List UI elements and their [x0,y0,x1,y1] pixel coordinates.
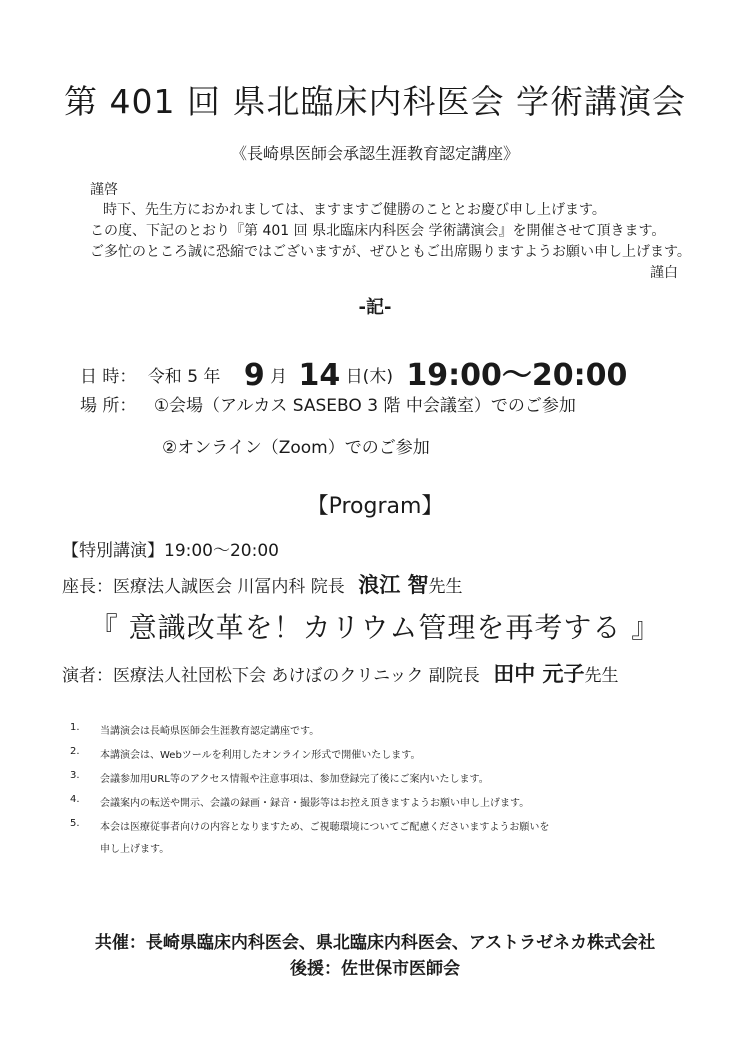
place-label: 場 所： [80,396,137,416]
ki-heading: -記- [358,297,392,318]
note-number: 5. [70,818,80,829]
speaker-affiliation: 演者：医療法人社団松下会 あけぼのクリニック 副院長 [62,666,480,686]
speaker-name: 田中 元子 [493,662,585,686]
lecture-title: 『 意識改革を！カリウム管理を再考する 』 [89,611,661,644]
page-title: 第 401 回 県北臨床内科医会 学術講演会 [64,82,686,121]
chair-name: 浪江 智 [358,573,429,597]
chair-affiliation: 座長：医療法人誠医会 川冨内科 院長 [62,577,345,597]
chair-row [62,569,463,599]
date-era: 令和 5 年 [147,367,221,387]
note-text: 当講演会は長崎県医師会生涯教育認定講座です。 [100,726,320,737]
note-number: 3. [70,770,80,781]
letter-closing: 謹白 [650,265,678,281]
date-day-unit: 日(木) [345,367,393,387]
date-time: 19:00～20:00 [406,358,628,393]
place-row [80,391,576,416]
note-text: 会議案内の転送や開示、会議の録画・録音・撮影等はお控え頂きますようお願い申し上げます。 [100,798,530,809]
note-text: 会議参加用URL等のアクセス情報や注意事項は、参加登録完了後にご案内いたします。 [100,774,489,785]
chair-suffix: 先生 [428,577,463,597]
place-venue: ①会場（アルカス SASEBO 3 階 中会議室）でのご参加 [153,396,576,416]
date-month-unit: 月 [270,367,288,387]
speaker-suffix: 先生 [584,666,619,686]
date-month-num: 9 [243,358,265,393]
note-number: 4. [70,794,80,805]
program-heading: 【Program】 [306,494,444,519]
notes-list [70,722,630,855]
date-label: 日 時： [80,367,137,387]
letter-line-1: 時下、先生方におかれましては、ますますご健勝のこととお慶び申し上げます。 [103,202,606,218]
special-lecture-time: 【特別講演】19:00～20:00 [62,541,279,561]
letter-line-2: この度、下記のとおり『第 401 回 県北臨床内科医会 学術講演会』を開催させて頂きます。 [90,223,666,239]
speaker-row [62,658,619,688]
letter-opening: 謹啓 [90,182,118,198]
date-day-num: 14 [298,358,341,393]
place-online: ②オンライン（Zoom）でのご参加 [162,438,430,458]
date-row [80,350,627,394]
note-text: 本講演会は、Webツールを利用したオンライン形式で開催いたします。 [100,750,421,761]
note-text: 申し上げます。 [100,844,170,855]
letter-line-3: ご多忙のところ誠に恐縮ではございますが、ぜひともご出席賜りますようお願い申し上げます。 [90,244,691,260]
sponsors: 共催：長崎県臨床内科医会、県北臨床内科医会、アストラゼネカ株式会社 [94,933,656,953]
note-number: 2. [70,746,80,757]
note-text: 本会は医療従事者向けの内容となりますため、ご視聴環境についてご配慮くださいますようお願いを [100,822,550,833]
supporters: 後援：佐世保市医師会 [290,959,460,979]
note-number: 1. [70,722,80,733]
subtitle: 《長崎県医師会承認生涯教育認定講座》 [230,144,519,163]
